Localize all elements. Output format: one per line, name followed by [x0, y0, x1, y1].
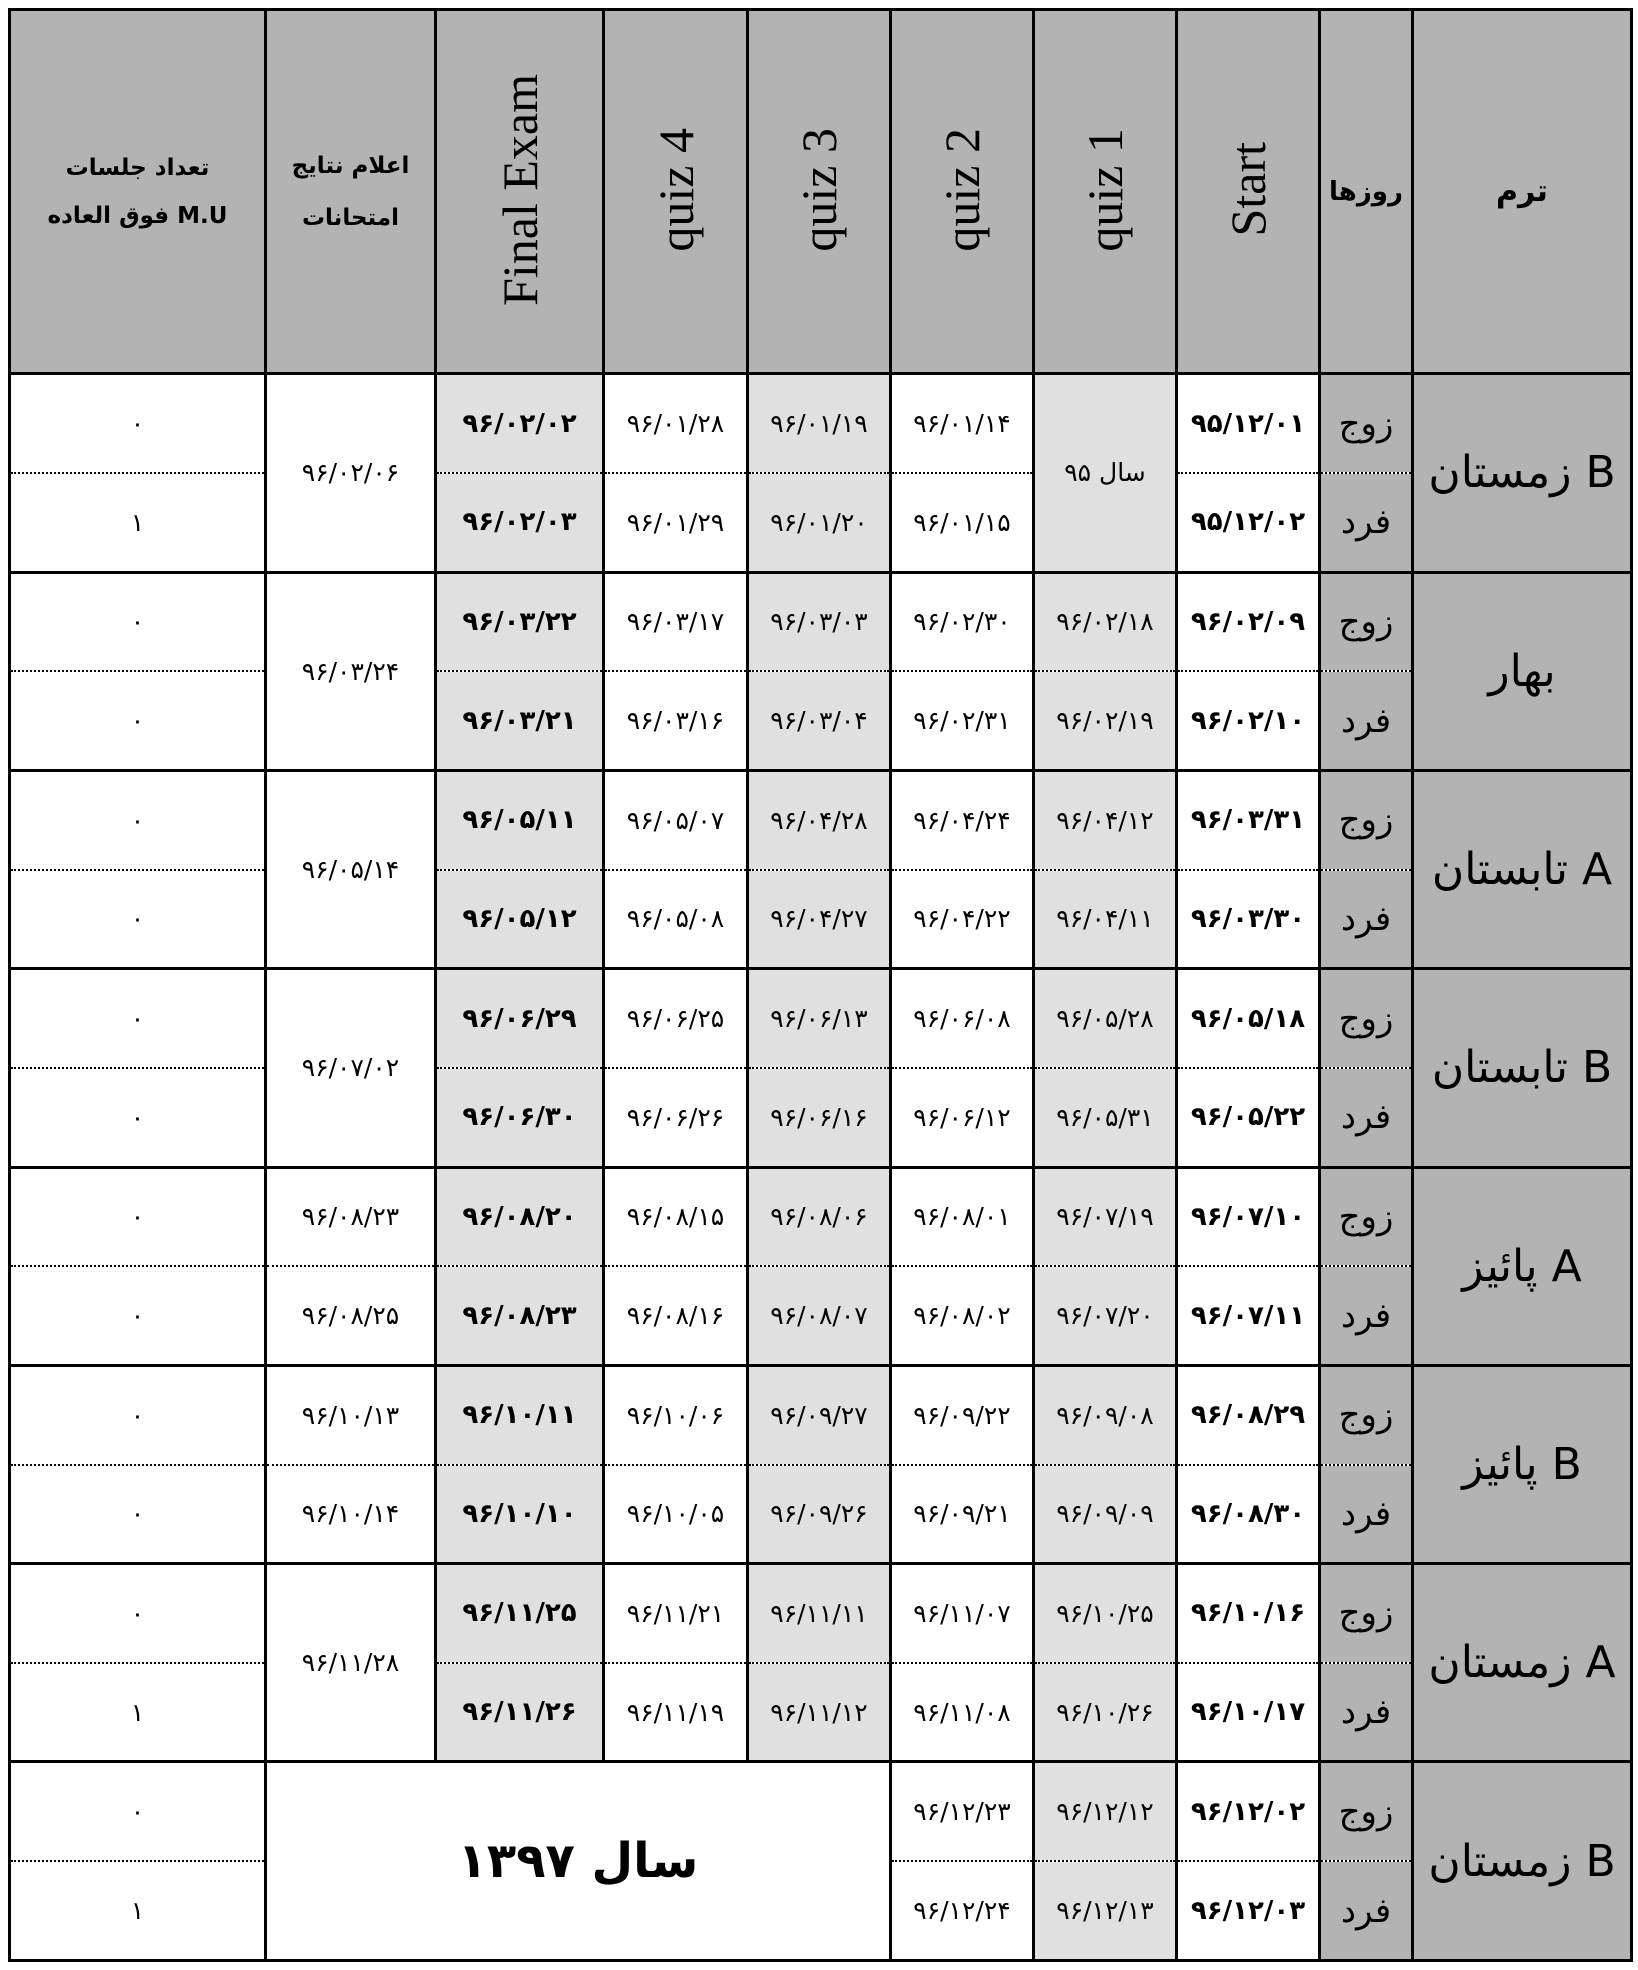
- day-odd-cell: فرد: [1320, 671, 1413, 770]
- header-quiz2: [891, 10, 1034, 374]
- quiz1-cell: ۹۶/۱۲/۱۲: [1034, 1762, 1177, 1861]
- quiz2-cell: ۹۶/۰۲/۳۰: [891, 572, 1034, 671]
- results-cell: ۹۶/۰۳/۲۴: [266, 572, 436, 770]
- mu-sessions-cell: ۱: [10, 1861, 266, 1960]
- term-name-cell: زمستان B: [1413, 1762, 1632, 1961]
- mu-sessions-cell: ۰: [10, 1465, 266, 1564]
- quiz2-cell: ۹۶/۱۲/۲۴: [891, 1861, 1034, 1960]
- header-start-label: Start: [1220, 142, 1276, 237]
- quiz3-cell: ۹۶/۰۳/۰۳: [748, 572, 891, 671]
- quiz2-cell: ۹۶/۱۲/۲۳: [891, 1762, 1034, 1861]
- header-results-line1: اعلام نتایج: [291, 152, 410, 179]
- final-exam-cell: ۹۶/۱۰/۱۱: [436, 1365, 604, 1464]
- start-cell: ۹۵/۱۲/۰۲: [1177, 473, 1320, 572]
- quiz4-cell: ۹۶/۰۸/۱۵: [604, 1167, 748, 1266]
- day-even-cell: زوج: [1320, 969, 1413, 1068]
- final-exam-cell: ۹۶/۰۳/۲۲: [436, 572, 604, 671]
- header-results: [266, 10, 436, 374]
- final-exam-cell: ۹۶/۰۸/۲۰: [436, 1167, 604, 1266]
- results-cell: ۹۶/۰۸/۲۳: [266, 1167, 436, 1266]
- table-row: [10, 1762, 1632, 1861]
- quiz2-cell: ۹۶/۰۱/۱۴: [891, 374, 1034, 473]
- quiz4-cell: ۹۶/۱۰/۰۵: [604, 1465, 748, 1564]
- quiz4-cell: ۹۶/۰۸/۱۶: [604, 1266, 748, 1365]
- table-row: [10, 374, 1632, 473]
- day-odd-cell: فرد: [1320, 1861, 1413, 1960]
- term-name-cell: زمستان B: [1413, 374, 1632, 572]
- day-odd-cell: فرد: [1320, 1266, 1413, 1365]
- mu-sessions-cell: ۱: [10, 473, 266, 572]
- day-odd-cell: فرد: [1320, 1663, 1413, 1762]
- quiz3-cell: ۹۶/۰۶/۱۶: [748, 1068, 891, 1167]
- final-exam-cell: ۹۶/۰۳/۲۱: [436, 671, 604, 770]
- table-row: [10, 969, 1632, 1068]
- header-results-line2: امتحانات: [301, 204, 400, 231]
- table-row: [10, 1266, 1632, 1365]
- start-cell: ۹۶/۱۲/۰۲: [1177, 1762, 1320, 1861]
- final-exam-cell: ۹۶/۱۱/۲۶: [436, 1663, 604, 1762]
- mu-sessions-cell: ۰: [10, 374, 266, 473]
- quiz2-cell: ۹۶/۰۶/۱۲: [891, 1068, 1034, 1167]
- quiz4-cell: ۹۶/۰۱/۲۸: [604, 374, 748, 473]
- header-row: [10, 10, 1632, 374]
- header-quiz1-label: quiz 1: [1077, 127, 1133, 252]
- final-exam-cell: ۹۶/۰۲/۰۲: [436, 374, 604, 473]
- quiz4-cell: ۹۶/۰۳/۱۶: [604, 671, 748, 770]
- day-odd-cell: فرد: [1320, 473, 1413, 572]
- start-cell: ۹۶/۱۰/۱۶: [1177, 1564, 1320, 1663]
- quiz1-cell: ۹۶/۰۴/۱۲: [1034, 770, 1177, 869]
- quiz2-cell: ۹۶/۰۲/۳۱: [891, 671, 1034, 770]
- quiz1-cell: ۹۶/۰۴/۱۱: [1034, 870, 1177, 969]
- header-term: ترم: [1413, 10, 1632, 374]
- quiz3-cell: ۹۶/۰۹/۲۷: [748, 1365, 891, 1464]
- header-start: [1177, 10, 1320, 374]
- year-note-cell: سال ۱۳۹۷: [266, 1762, 891, 1961]
- mu-sessions-cell: ۰: [10, 1564, 266, 1663]
- mu-sessions-cell: ۰: [10, 969, 266, 1068]
- day-even-cell: زوج: [1320, 1564, 1413, 1663]
- final-exam-cell: ۹۶/۰۶/۲۹: [436, 969, 604, 1068]
- quiz1-cell: ۹۶/۰۵/۳۱: [1034, 1068, 1177, 1167]
- quiz3-cell: ۹۶/۰۹/۲۶: [748, 1465, 891, 1564]
- mu-sessions-cell: ۰: [10, 1068, 266, 1167]
- final-exam-cell: ۹۶/۰۲/۰۳: [436, 473, 604, 572]
- results-cell: ۹۶/۰۷/۰۲: [266, 969, 436, 1167]
- table-row: [10, 870, 1632, 969]
- results-cell: ۹۶/۱۰/۱۴: [266, 1465, 436, 1564]
- results-cell: ۹۶/۱۰/۱۳: [266, 1365, 436, 1464]
- day-even-cell: زوج: [1320, 1167, 1413, 1266]
- table-row: [10, 671, 1632, 770]
- mu-sessions-cell: ۰: [10, 1365, 266, 1464]
- quiz2-cell: ۹۶/۰۸/۰۲: [891, 1266, 1034, 1365]
- final-exam-cell: ۹۶/۰۵/۱۲: [436, 870, 604, 969]
- start-cell: ۹۶/۰۸/۲۹: [1177, 1365, 1320, 1464]
- table-row: [10, 1465, 1632, 1564]
- quiz2-cell: ۹۶/۰۱/۱۵: [891, 473, 1034, 572]
- start-cell: ۹۶/۰۲/۰۹: [1177, 572, 1320, 671]
- term-name-cell: تابستان A: [1413, 770, 1632, 968]
- quiz1-note-cell: سال ۹۵: [1034, 374, 1177, 572]
- header-quiz3-label: quiz 3: [791, 127, 847, 252]
- quiz2-cell: ۹۶/۰۴/۲۴: [891, 770, 1034, 869]
- mu-sessions-cell: ۰: [10, 1266, 266, 1365]
- start-cell: ۹۶/۰۷/۱۱: [1177, 1266, 1320, 1365]
- final-exam-cell: ۹۶/۰۸/۲۳: [436, 1266, 604, 1365]
- quiz3-cell: ۹۶/۰۴/۲۷: [748, 870, 891, 969]
- quiz2-cell: ۹۶/۰۶/۰۸: [891, 969, 1034, 1068]
- quiz2-cell: ۹۶/۱۱/۰۷: [891, 1564, 1034, 1663]
- quiz4-cell: ۹۶/۰۶/۲۶: [604, 1068, 748, 1167]
- quiz4-cell: ۹۶/۰۱/۲۹: [604, 473, 748, 572]
- table-row: [10, 572, 1632, 671]
- mu-sessions-cell: ۰: [10, 572, 266, 671]
- start-cell: ۹۵/۱۲/۰۱: [1177, 374, 1320, 473]
- quiz3-cell: ۹۶/۱۱/۱۲: [748, 1663, 891, 1762]
- header-mu-line1: تعداد جلسات: [65, 154, 210, 181]
- day-even-cell: زوج: [1320, 572, 1413, 671]
- start-cell: ۹۶/۰۷/۱۰: [1177, 1167, 1320, 1266]
- start-cell: ۹۶/۰۲/۱۰: [1177, 671, 1320, 770]
- table-row: [10, 1167, 1632, 1266]
- quiz4-cell: ۹۶/۰۳/۱۷: [604, 572, 748, 671]
- start-cell: ۹۶/۱۲/۰۳: [1177, 1861, 1320, 1960]
- start-cell: ۹۶/۰۳/۳۰: [1177, 870, 1320, 969]
- quiz3-cell: ۹۶/۰۱/۱۹: [748, 374, 891, 473]
- quiz2-cell: ۹۶/۰۹/۲۲: [891, 1365, 1034, 1464]
- day-odd-cell: فرد: [1320, 1068, 1413, 1167]
- term-name-cell: پائیز A: [1413, 1167, 1632, 1365]
- header-quiz3: [748, 10, 891, 374]
- results-cell: ۹۶/۰۸/۲۵: [266, 1266, 436, 1365]
- schedule-table: [8, 8, 1633, 1962]
- start-cell: ۹۶/۰۸/۳۰: [1177, 1465, 1320, 1564]
- mu-sessions-cell: ۰: [10, 1167, 266, 1266]
- header-quiz4-label: quiz 4: [647, 127, 704, 252]
- day-odd-cell: فرد: [1320, 1465, 1413, 1564]
- final-exam-cell: ۹۶/۱۱/۲۵: [436, 1564, 604, 1663]
- quiz1-cell: ۹۶/۰۲/۱۸: [1034, 572, 1177, 671]
- quiz1-cell: ۹۶/۰۹/۰۹: [1034, 1465, 1177, 1564]
- mu-sessions-cell: ۰: [10, 770, 266, 869]
- mu-sessions-cell: ۰: [10, 870, 266, 969]
- quiz3-cell: ۹۶/۰۸/۰۷: [748, 1266, 891, 1365]
- day-even-cell: زوج: [1320, 374, 1413, 473]
- header-mu-line2: فوق العاده M.U: [47, 202, 228, 229]
- quiz1-cell: ۹۶/۱۲/۱۳: [1034, 1861, 1177, 1960]
- start-cell: ۹۶/۰۵/۱۸: [1177, 969, 1320, 1068]
- quiz1-cell: ۹۶/۰۲/۱۹: [1034, 671, 1177, 770]
- quiz1-cell: ۹۶/۱۰/۲۶: [1034, 1663, 1177, 1762]
- term-name-cell: پائیز B: [1413, 1365, 1632, 1563]
- quiz1-cell: ۹۶/۰۵/۲۸: [1034, 969, 1177, 1068]
- final-exam-cell: ۹۶/۱۰/۱۰: [436, 1465, 604, 1564]
- day-even-cell: زوج: [1320, 770, 1413, 869]
- quiz2-cell: ۹۶/۰۴/۲۲: [891, 870, 1034, 969]
- final-exam-cell: ۹۶/۰۶/۳۰: [436, 1068, 604, 1167]
- quiz1-cell: ۹۶/۱۰/۲۵: [1034, 1564, 1177, 1663]
- quiz3-cell: ۹۶/۱۱/۱۱: [748, 1564, 891, 1663]
- term-name-cell: زمستان A: [1413, 1564, 1632, 1762]
- start-cell: ۹۶/۱۰/۱۷: [1177, 1663, 1320, 1762]
- day-even-cell: زوج: [1320, 1762, 1413, 1861]
- start-cell: ۹۶/۰۳/۳۱: [1177, 770, 1320, 869]
- quiz3-cell: ۹۶/۰۸/۰۶: [748, 1167, 891, 1266]
- results-cell: ۹۶/۰۵/۱۴: [266, 770, 436, 968]
- results-cell: ۹۶/۱۱/۲۸: [266, 1564, 436, 1762]
- mu-sessions-cell: ۰: [10, 671, 266, 770]
- header-final-exam: [436, 10, 604, 374]
- quiz4-cell: ۹۶/۰۶/۲۵: [604, 969, 748, 1068]
- table-row: [10, 770, 1632, 869]
- header-quiz4: [604, 10, 748, 374]
- quiz1-cell: ۹۶/۰۷/۲۰: [1034, 1266, 1177, 1365]
- mu-sessions-cell: ۱: [10, 1663, 266, 1762]
- table-row: [10, 473, 1632, 572]
- final-exam-cell: ۹۶/۰۵/۱۱: [436, 770, 604, 869]
- mu-sessions-cell: ۰: [10, 1762, 266, 1861]
- quiz4-cell: ۹۶/۱۱/۲۱: [604, 1564, 748, 1663]
- table-row: [10, 1068, 1632, 1167]
- quiz1-cell: ۹۶/۰۷/۱۹: [1034, 1167, 1177, 1266]
- header-quiz1: [1034, 10, 1177, 374]
- quiz1-cell: ۹۶/۰۹/۰۸: [1034, 1365, 1177, 1464]
- quiz4-cell: ۹۶/۱۱/۱۹: [604, 1663, 748, 1762]
- quiz4-cell: ۹۶/۰۵/۰۸: [604, 870, 748, 969]
- quiz2-cell: ۹۶/۰۹/۲۱: [891, 1465, 1034, 1564]
- quiz3-cell: ۹۶/۰۶/۱۳: [748, 969, 891, 1068]
- day-even-cell: زوج: [1320, 1365, 1413, 1464]
- results-cell: ۹۶/۰۲/۰۶: [266, 374, 436, 572]
- day-odd-cell: فرد: [1320, 870, 1413, 969]
- quiz4-cell: ۹۶/۰۵/۰۷: [604, 770, 748, 869]
- start-cell: ۹۶/۰۵/۲۲: [1177, 1068, 1320, 1167]
- quiz2-cell: ۹۶/۱۱/۰۸: [891, 1663, 1034, 1762]
- term-name-cell: تابستان B: [1413, 969, 1632, 1167]
- header-quiz2-label: quiz 2: [934, 127, 990, 252]
- table-row: [10, 1663, 1632, 1762]
- quiz3-cell: ۹۶/۰۴/۲۸: [748, 770, 891, 869]
- quiz2-cell: ۹۶/۰۸/۰۱: [891, 1167, 1034, 1266]
- table-row: [10, 1365, 1632, 1464]
- quiz4-cell: ۹۶/۱۰/۰۶: [604, 1365, 748, 1464]
- quiz3-cell: ۹۶/۰۱/۲۰: [748, 473, 891, 572]
- header-final-exam-label: Final Exam: [491, 73, 548, 306]
- table-row: [10, 1564, 1632, 1663]
- term-name-cell: بهار: [1413, 572, 1632, 770]
- quiz3-cell: ۹۶/۰۳/۰۴: [748, 671, 891, 770]
- header-mu-sessions: [10, 10, 266, 374]
- header-days: روزها: [1320, 10, 1413, 374]
